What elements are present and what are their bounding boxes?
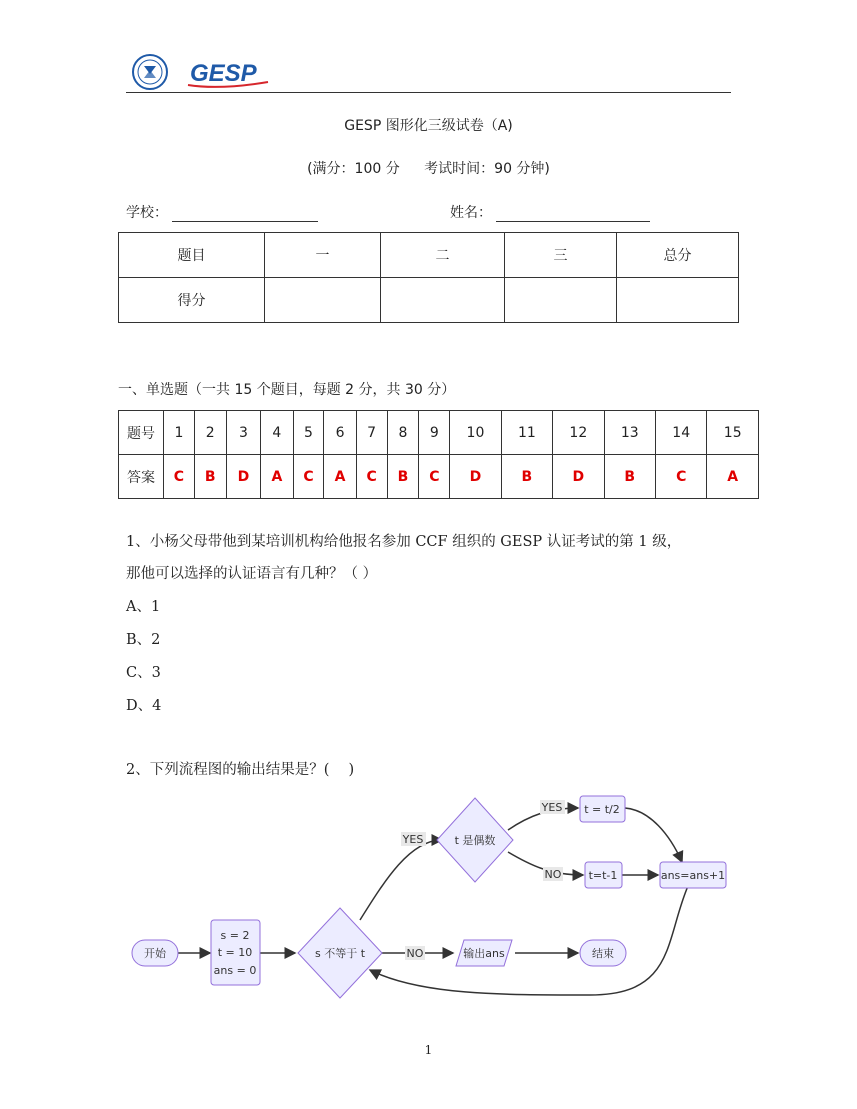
name-blank[interactable]: [496, 205, 650, 222]
school-blank[interactable]: [172, 205, 318, 222]
cond1-label: s 不等于 t: [314, 947, 366, 960]
question-number-cell: 12: [553, 411, 604, 455]
question-number-cell: 3: [226, 411, 260, 455]
answer-cell: C: [164, 455, 195, 499]
page-number: 1: [424, 1043, 433, 1057]
score-header: 二: [381, 233, 505, 278]
option-c[interactable]: C、3: [126, 665, 161, 681]
no-label: NO: [406, 947, 424, 960]
init-line: s = 2: [220, 929, 250, 942]
exam-subtitle: [0, 158, 857, 178]
score-row-label: 得分: [119, 278, 265, 323]
name-label: 姓名：: [450, 205, 492, 221]
question-1-line-2: 那他可以选择的认证语言有几种？（ ）: [126, 566, 378, 582]
answer-cell: D: [553, 455, 604, 499]
answer-cell: C: [419, 455, 450, 499]
answer-cell: D: [450, 455, 501, 499]
question-number-cell: 2: [194, 411, 226, 455]
answer-table: [118, 410, 759, 499]
score-cell[interactable]: [505, 278, 617, 323]
question-number-cell: 1: [164, 411, 195, 455]
option-a[interactable]: A、1: [126, 599, 161, 615]
question-number-cell: 15: [707, 411, 759, 455]
init-line: t = 10: [217, 946, 253, 959]
section-title: 一、单选题（一共 15 个题目，每题 2 分，共 30 分）: [118, 382, 456, 398]
answer-cell: D: [226, 455, 260, 499]
half-label: t = t/2: [584, 803, 620, 816]
question-2: 2、下列流程图的输出结果是？( ): [126, 762, 355, 778]
question-number-cell: 9: [419, 411, 450, 455]
question-number-cell: 5: [293, 411, 324, 455]
answer-cell: C: [655, 455, 706, 499]
answer-cell: B: [194, 455, 226, 499]
table-row: [119, 233, 739, 278]
score-cell[interactable]: [381, 278, 505, 323]
question-number-cell: 7: [356, 411, 387, 455]
name-field: [450, 202, 650, 222]
answer-cell: B: [604, 455, 655, 499]
table-row: [119, 278, 739, 323]
header-divider: [126, 92, 731, 93]
exam-title: GESP 图形化三级试卷（A): [344, 118, 513, 134]
svg-text:GESP: GESP: [190, 60, 257, 87]
score-cell[interactable]: [265, 278, 381, 323]
answer-cell: A: [707, 455, 759, 499]
answer-row-label: 题号: [119, 411, 164, 455]
start-label: 开始: [144, 947, 166, 960]
score-header: 三: [505, 233, 617, 278]
school-field: [126, 202, 318, 222]
score-header: 一: [265, 233, 381, 278]
answer-cell: B: [387, 455, 419, 499]
yes-label: YES: [541, 801, 563, 814]
answer-cell: A: [261, 455, 293, 499]
table-row: [119, 411, 759, 455]
score-table: [118, 232, 739, 323]
question-number-cell: 13: [604, 411, 655, 455]
answer-cell: C: [293, 455, 324, 499]
yes-label: YES: [402, 833, 424, 846]
dec-label: t=t-1: [588, 869, 618, 882]
school-label: 学校：: [126, 205, 168, 221]
question-number-cell: 10: [450, 411, 501, 455]
end-label: 结束: [592, 947, 614, 960]
question-number-cell: 14: [655, 411, 706, 455]
gesp-logo: [130, 52, 280, 92]
question-1-line-1: 1、小杨父母带他到某培训机构给他报名参加 CCF 组织的 GESP 认证考试的第 1 级，: [126, 534, 682, 550]
full-score: (满分：100 分: [307, 161, 400, 177]
question-number-cell: 8: [387, 411, 419, 455]
answer-cell: B: [501, 455, 552, 499]
init-line: ans = 0: [213, 964, 257, 977]
output-label: 输出ans: [463, 947, 505, 960]
no-label: NO: [544, 868, 562, 881]
inc-label: ans=ans+1: [660, 869, 726, 882]
score-header: 题目: [119, 233, 265, 278]
answer-cell: C: [356, 455, 387, 499]
cond2-label: t 是偶数: [454, 834, 496, 847]
question-number-cell: 6: [324, 411, 356, 455]
exam-time: 考试时间：90 分钟): [424, 161, 550, 177]
question-number-cell: 4: [261, 411, 293, 455]
table-row: [119, 455, 759, 499]
score-cell[interactable]: [617, 278, 739, 323]
answer-cell: A: [324, 455, 356, 499]
score-header: 总分: [617, 233, 739, 278]
question-number-cell: 11: [501, 411, 552, 455]
option-d[interactable]: D、4: [126, 698, 162, 714]
option-b[interactable]: B、2: [126, 632, 161, 648]
answer-row-label: 答案: [119, 455, 164, 499]
flowchart: [120, 790, 740, 1005]
